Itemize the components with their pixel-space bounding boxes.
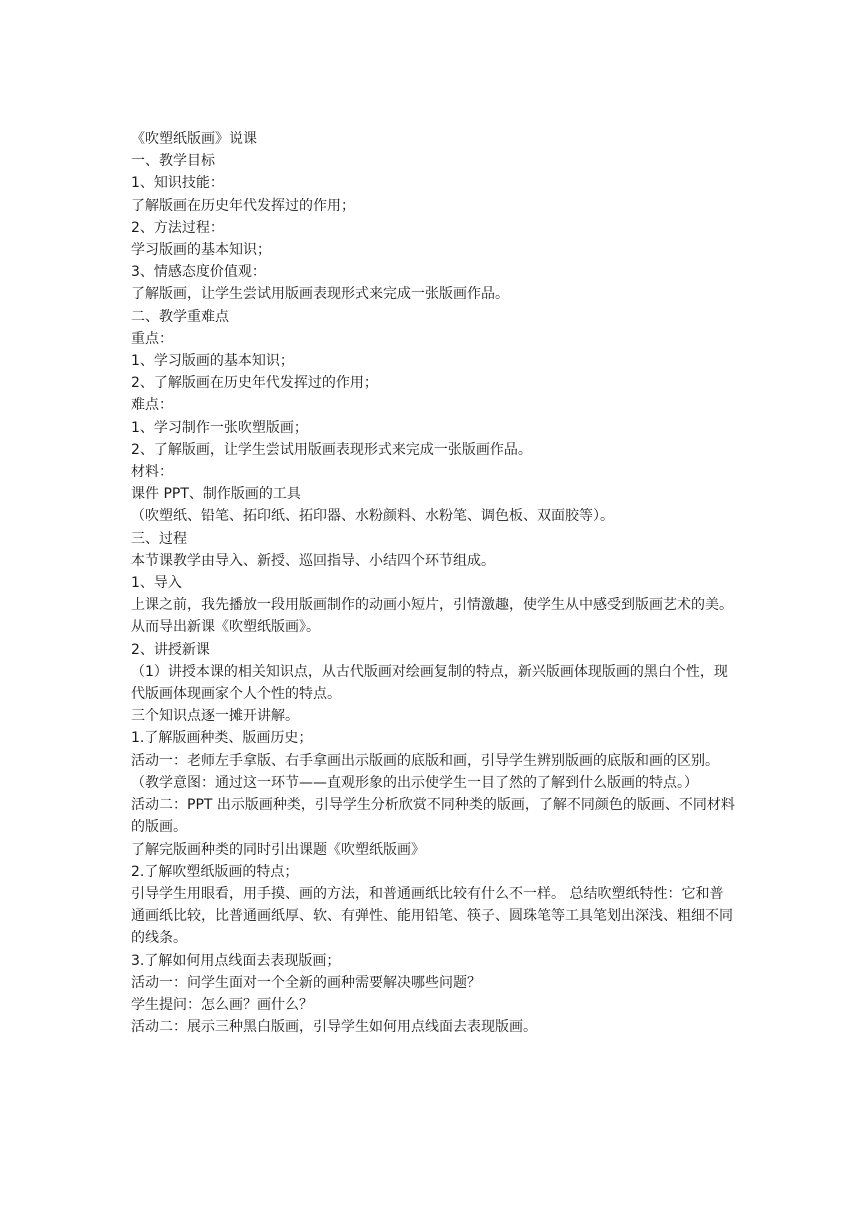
subheading: 2、讲授新课 xyxy=(131,641,210,658)
list-item: 1、学习制作一张吹塑版画； xyxy=(131,419,308,436)
subheading: 1、知识技能： xyxy=(131,175,224,192)
paragraph: 活动一：老师左手拿版、右手拿画出示版画的底版和画，引导学生辨别版画的底版和画的区别。 xyxy=(131,752,719,769)
subheading: 2、方法过程： xyxy=(131,219,224,236)
paragraph: 了解版画，让学生尝试用版画表现形式来完成一张版画作品。 xyxy=(131,286,509,303)
paragraph: 从而导出新课《吹塑纸版画》。 xyxy=(131,619,320,636)
paragraph: 学习版画的基本知识； xyxy=(131,242,271,259)
paragraph: 活动一：问学生面对一个全新的画种需要解决哪些问题？ xyxy=(131,974,481,991)
paragraph: （吹塑纸、铅笔、拓印纸、拓印器、水粉颜料、水粉笔、调色板、双面胶等）。 xyxy=(131,508,614,525)
paragraph: 了解完版画种类的同时引出课题《吹塑纸版画》 xyxy=(131,841,425,858)
list-item: 2、了解版画在历史年代发挥过的作用； xyxy=(131,375,378,392)
subheading: 重点： xyxy=(131,330,173,347)
subheading: 3.了解如何用点线面去表现版画； xyxy=(131,952,341,969)
list-item: 1、学习版画的基本知识； xyxy=(131,353,294,370)
paragraph: 引导学生用眼看，用手摸、画的方法，和普通画纸比较有什么不一样。 总结吹塑纸特性：它和普通画纸比较，比普通画纸厚、软、有弹性、能用铅笔、筷子、圆珠笔等工具笔划出深浅、粗细不同的线条。 xyxy=(131,885,733,947)
subheading: 1.了解版画种类、版画历史； xyxy=(131,730,313,747)
subheading: 3、情感态度价值观： xyxy=(131,264,266,281)
section-heading: 三、过程 xyxy=(131,530,187,547)
subheading: 2.了解吹塑纸版画的特点； xyxy=(131,863,299,880)
paragraph: 三个知识点逐一摊开讲解。 xyxy=(131,708,299,725)
paragraph: 课件 PPT、制作版画的工具 xyxy=(131,486,301,503)
list-item: 2、了解版画，让学生尝试用版画表现形式来完成一张版画作品。 xyxy=(131,441,532,458)
subheading: 难点： xyxy=(131,397,173,414)
paragraph: 本节课教学由导入、新授、巡回指导、小结四个环节组成。 xyxy=(131,552,495,569)
paragraph: 学生提问：怎么画？画什么？ xyxy=(131,996,313,1013)
paragraph: （教学意图：通过这一环节——直观形象的出示使学生一目了然的了解到什么版画的特点。） xyxy=(131,774,698,791)
document-body xyxy=(131,128,736,1038)
paragraph: 上课之前，我先播放一段用版画制作的动画小短片，引情激趣，使学生从中感受到版画艺术的美。 xyxy=(131,597,733,614)
section-heading: 二、教学重难点 xyxy=(131,308,229,325)
paragraph: （1）讲授本课的相关知识点，从古代版画对绘画复制的特点，新兴版画体现版画的黑白个性，现代版画体现画家个人个性的特点。 xyxy=(131,663,728,703)
paragraph: 活动二：PPT 出示版画种类，引导学生分析欣赏不同种类的版画，了解不同颜色的版画、不同材料的版画。 xyxy=(131,797,735,836)
section-heading: 一、教学目标 xyxy=(131,153,215,170)
paragraph: 活动二：展示三种黑白版画，引导学生如何用点线面去表现版画。 xyxy=(131,1019,537,1036)
subheading: 材料： xyxy=(131,464,173,481)
paragraph: 了解版画在历史年代发挥过的作用； xyxy=(131,197,355,214)
document-title: 《吹塑纸版画》说课 xyxy=(131,131,257,147)
subheading: 1、导入 xyxy=(131,575,182,592)
